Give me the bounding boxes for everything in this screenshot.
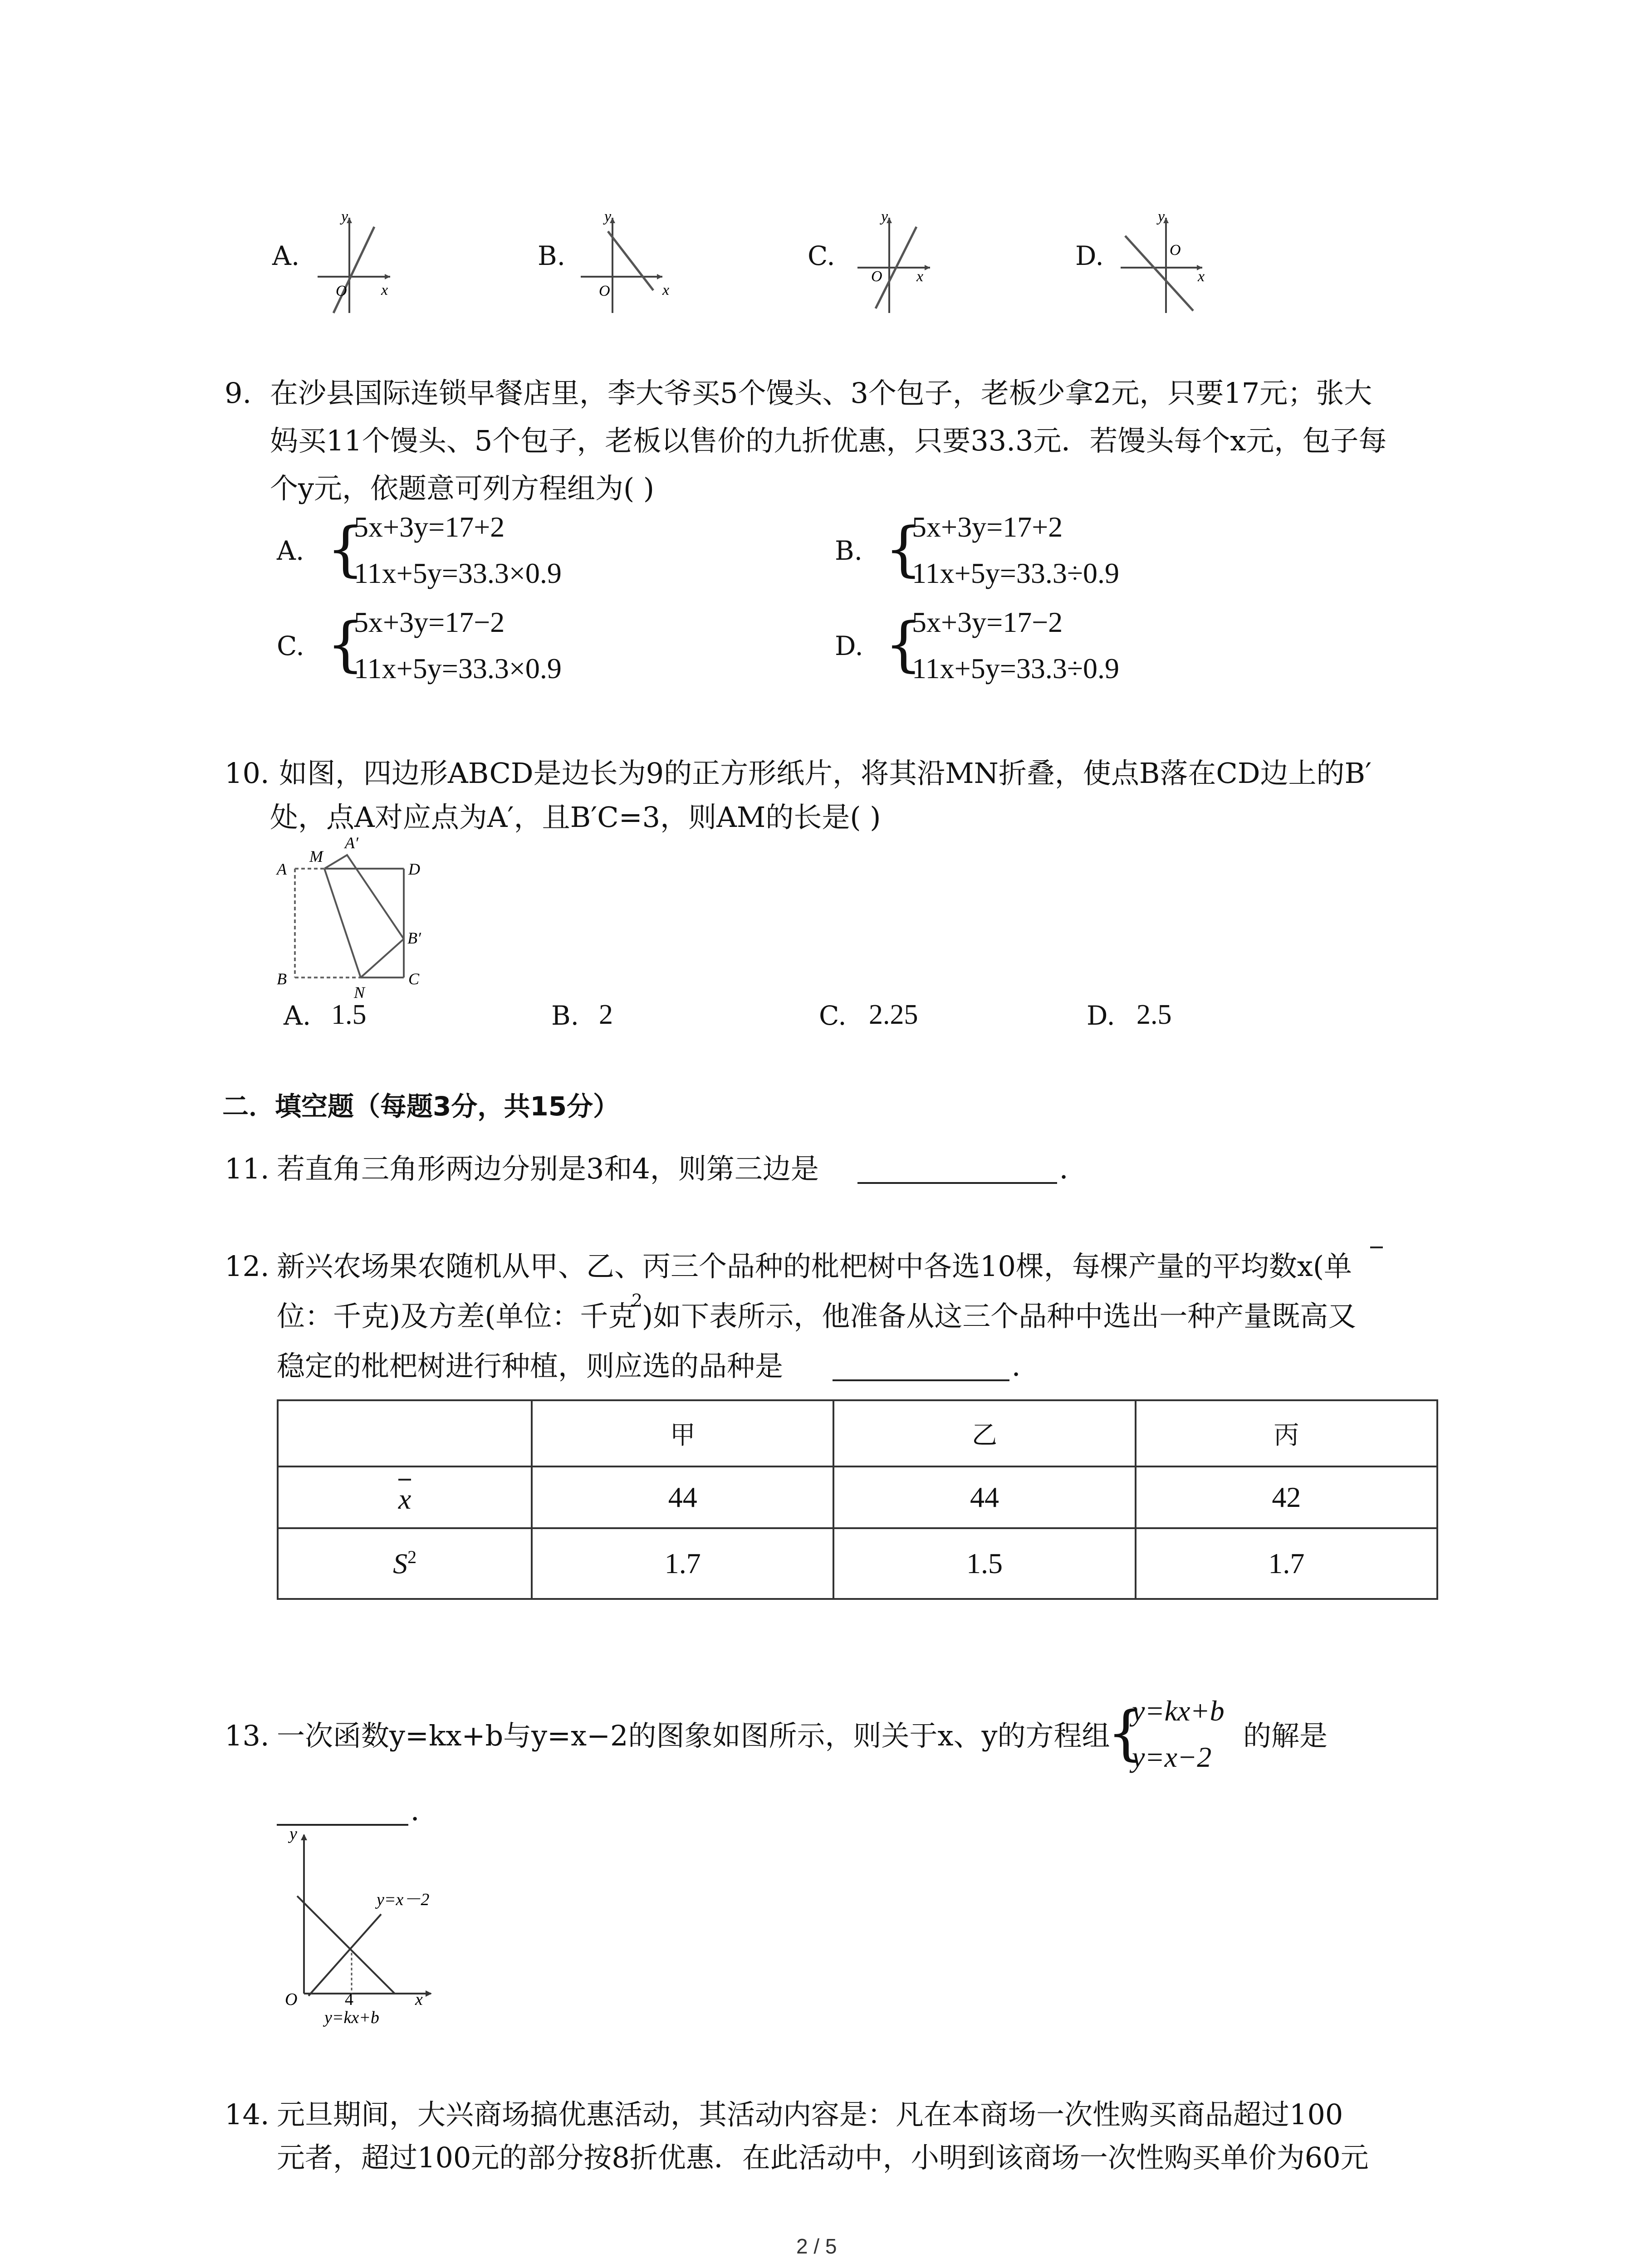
q8-c-origin-label: O — [871, 268, 882, 285]
q12-answer-blank — [833, 1349, 1009, 1381]
q8-a-origin-label: O — [336, 283, 347, 299]
table-header-cell — [278, 1400, 532, 1466]
table-cell: 44 — [833, 1466, 1135, 1528]
q9-option-c-system — [327, 606, 644, 696]
s-symbol: S — [393, 1547, 408, 1580]
q8-a-y-label: y — [341, 209, 348, 225]
q8-b-x-label: x — [662, 282, 670, 298]
q12-text-line1: 新兴农场果农随机从甲、乙、丙三个品种的枇杷树中各选10棵，每棵产量的平均数x(单 — [277, 1250, 1352, 1283]
q9-option-a-label: A. — [277, 535, 304, 566]
q13-answer-blank — [277, 1794, 408, 1826]
q8-d-y-label: y — [1158, 209, 1165, 225]
q13-label-tick: 4 — [345, 1990, 353, 2009]
q10-label-a: A — [277, 860, 287, 878]
table-row-label — [278, 1528, 532, 1599]
q8-option-a-graph — [313, 209, 404, 318]
q9-text-line2: 妈买11个馒头、5个包子，老板以售价的九折优惠，只要33.3元．若馒头每个x元，包子每 — [270, 424, 1387, 457]
q13-label-y: y — [289, 1824, 297, 1843]
q10-label-a-prime: A′ — [345, 835, 358, 852]
q12-text-line2-sup: 2 — [632, 1290, 643, 1310]
brace: { — [327, 610, 364, 679]
table-row — [278, 1466, 1437, 1528]
q13-label-origin: O — [285, 1990, 298, 2009]
q13-label-line2: y=kx+b — [324, 2008, 379, 2027]
q9-option-c-label: C. — [277, 631, 304, 661]
table-header-row — [278, 1400, 1437, 1466]
q13-figure — [272, 1823, 481, 2032]
table-header-cell: 乙 — [833, 1400, 1135, 1466]
brace: { — [885, 610, 922, 679]
q9-b-eq2: 11x+5y=33.3÷0.9 — [912, 557, 1119, 589]
table-cell: 1.7 — [532, 1528, 833, 1599]
q12-xbar-overline — [1370, 1246, 1383, 1248]
s-symbol-sup: 2 — [407, 1547, 417, 1568]
q8-option-c-graph — [853, 209, 944, 318]
q8-option-b-label: B. — [538, 240, 566, 271]
q10-label-m: M — [309, 847, 323, 865]
q10-text-line2: 处，点A对应点为A′，且B′C=3，则AM的长是( ) — [270, 801, 881, 834]
q8-b-origin-label: O — [599, 283, 610, 299]
table-header-cell: 丙 — [1136, 1400, 1437, 1466]
q10-label-b: B — [277, 970, 287, 988]
q12-text-line2-part1: 位：千克)及方差(单位：千克 — [277, 1300, 637, 1333]
q10-figure — [268, 835, 458, 1002]
q10-label-b-prime: B′ — [407, 929, 421, 947]
table-row — [278, 1528, 1437, 1599]
q9-option-a-system — [327, 510, 644, 601]
brace: { — [327, 514, 364, 583]
q10-label-d: D — [408, 860, 420, 878]
q8-d-origin-label: O — [1170, 242, 1181, 259]
q11-answer-blank — [857, 1152, 1057, 1184]
q9-d-eq1: 5x+3y=17−2 — [912, 606, 1063, 638]
table-cell: 42 — [1136, 1466, 1437, 1528]
q8-option-d-label: D. — [1075, 240, 1104, 271]
q14-text-line1: 元旦期间，大兴商场搞优惠活动，其活动内容是：凡在本商场一次性购买商品超过100 — [277, 2098, 1343, 2131]
q12-end: ． — [1012, 1349, 1040, 1383]
q8-option-a-label: A. — [272, 240, 300, 271]
q9-option-d-label: D. — [835, 631, 863, 661]
q12-number: 12. — [225, 1250, 269, 1283]
q11-text: 若直角三角形两边分别是3和4，则第三边是 — [277, 1152, 819, 1185]
table-cell: 44 — [532, 1466, 833, 1528]
brace: { — [1107, 1698, 1145, 1767]
q8-c-x-label: x — [916, 268, 924, 285]
q12-table — [277, 1399, 1438, 1600]
q9-option-b-label: B. — [835, 535, 863, 566]
q13-eq2: y=x−2 — [1132, 1741, 1212, 1773]
q10-option-a-label: A. — [284, 1000, 311, 1031]
q13-text: 一次函数y=kx+b与y=x−2的图象如图所示，则关于x、y的方程组 — [277, 1719, 1110, 1752]
q9-c-eq1: 5x+3y=17−2 — [354, 606, 505, 638]
q10-number: 10. — [225, 757, 269, 790]
q8-d-x-label: x — [1198, 268, 1205, 285]
q13-end: ． — [411, 1794, 439, 1827]
q12-text-line2-part2: )如下表所示，他准备从这三个品种中选出一种产量既高又 — [642, 1300, 1357, 1333]
q10-option-c-value: 2.25 — [869, 999, 918, 1030]
q9-text-line3: 个y元，依题意可列方程组为( ) — [270, 472, 655, 505]
q8-c-y-label: y — [881, 209, 888, 225]
q13-system — [1107, 1694, 1243, 1785]
q13-label-x: x — [415, 1990, 423, 2009]
section-2-title: 二．填空题（每题3分，共15分） — [222, 1091, 620, 1122]
q10-text-line1: 如图，四边形ABCD是边长为9的正方形纸片，将其沿MN折叠，使点B落在CD边上的B′ — [279, 757, 1372, 790]
brace: { — [885, 514, 922, 583]
q11-end: ． — [1059, 1152, 1088, 1185]
q13-tail: 的解是 — [1243, 1719, 1328, 1752]
q8-a-x-label: x — [381, 282, 388, 298]
q9-option-b-system — [885, 510, 1202, 601]
q10-option-c-label: C. — [819, 1000, 847, 1031]
q9-d-eq2: 11x+5y=33.3÷0.9 — [912, 652, 1119, 684]
q12-text-line3: 稳定的枇杷树进行种植，则应选的品种是 — [277, 1349, 784, 1383]
q8-option-c-label: C. — [808, 240, 835, 271]
q10-label-n: N — [354, 983, 365, 1002]
q8-b-y-label: y — [604, 209, 612, 225]
table-header-cell: 甲 — [532, 1400, 833, 1466]
q8-option-b-graph — [576, 209, 676, 318]
q9-b-eq1: 5x+3y=17+2 — [912, 511, 1063, 543]
q9-a-eq2: 11x+5y=33.3×0.9 — [354, 557, 562, 589]
page-number: 2 / 5 — [796, 2234, 837, 2258]
q9-number: 9. — [225, 376, 252, 410]
q9-a-eq1: 5x+3y=17+2 — [354, 511, 505, 543]
q10-option-b-value: 2 — [599, 999, 613, 1030]
q14-text-line2: 元者，超过100元的部分按8折优惠．在此活动中，小明到该商场一次性购买单价为60元 — [277, 2141, 1369, 2174]
q13-number: 13. — [225, 1719, 269, 1752]
q10-option-b-label: B. — [551, 1000, 579, 1031]
q14-number: 14. — [225, 2098, 269, 2131]
table-cell: 1.7 — [1136, 1528, 1437, 1599]
q9-option-d-system — [885, 606, 1202, 696]
q11-number: 11. — [225, 1152, 269, 1185]
q10-label-c: C — [408, 970, 420, 988]
q13-eq1: y=kx+b — [1132, 1695, 1225, 1727]
q10-option-a-value: 1.5 — [331, 999, 367, 1030]
q9-c-eq2: 11x+5y=33.3×0.9 — [354, 652, 562, 684]
table-cell: 1.5 — [833, 1528, 1135, 1599]
q8-option-d-graph — [1116, 209, 1216, 318]
q9-text-line1: 在沙县国际连锁早餐店里，李大爷买5个馒头、3个包子，老板少拿2元，只要17元；张大 — [270, 376, 1372, 410]
q10-option-d-label: D. — [1087, 1000, 1115, 1031]
q13-label-line1: y=x－2 — [377, 1890, 430, 1909]
table-row-label — [278, 1466, 532, 1528]
xbar-symbol: x — [398, 1479, 411, 1516]
q10-option-d-value: 2.5 — [1136, 999, 1172, 1030]
